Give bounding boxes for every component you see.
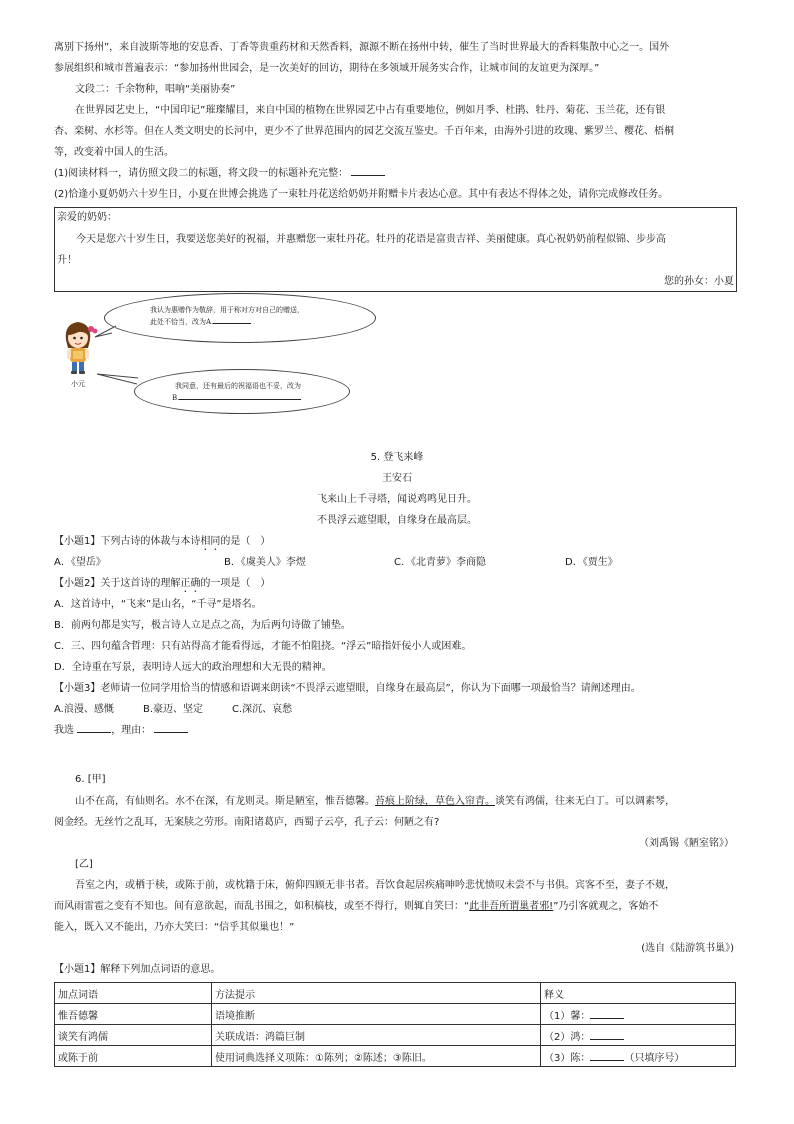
passage-line: 阅金经。无丝竹之乱耳，无案牍之劳形。南阳诸葛庐，西蜀子云亭，孔子云：何陋之有? — [54, 817, 440, 828]
passage-heading: 6. [甲] — [75, 774, 106, 785]
passage-text: 而风雨雷雹之变有不知也。间有意欲起，而乱书围之，如积槁枝，或至不得行，则辄自笑曰：“ — [54, 901, 470, 912]
passage-line: 杏、栾树、水杉等。但在人类文明史的长河中，更少不了世界范围内的园艺交流互鉴史。千百年来，由海外引进的玫瑰、紫罗兰、樱花、梧桐 — [54, 126, 674, 137]
table-row — [55, 1025, 736, 1046]
cell-prompt: （3）陈： — [544, 1052, 591, 1064]
bubble2-prompt: B. — [172, 394, 180, 402]
passage-line: 吾室之内，或栖于椟，或陈于前，或枕籍于床，俯仰四顾无非书者。吾饮食起居疾痛呻吟悲忧愤叹未尝不与书俱。宾客不至，妻子不觌， — [75, 880, 675, 891]
table-header: 方法提示 — [212, 983, 541, 1004]
option-d[interactable]: D．《贾生》 — [565, 557, 618, 568]
answer-blank[interactable] — [351, 175, 385, 176]
option-c[interactable]: C.深沉、哀愁 — [232, 704, 293, 715]
table-row — [55, 1004, 736, 1025]
poem-line: 不畏浮云遮望眼，自缘身在最高层。 — [317, 515, 477, 526]
table-cell: 关联成语：鸿篇巨制 — [212, 1025, 541, 1046]
table-cell — [541, 1004, 736, 1025]
option-c[interactable]: C．三、四句蕴含哲理：只有站得高才能看得远，才能不怕阻挠。“浮云”暗指奸佞小人或困难。 — [54, 641, 472, 652]
bubble2-text: 我同意，还有最后的祝福语也不妥，改为 — [175, 382, 301, 390]
section-title: 文段二：千余物种，唱响“美丽协奏” — [75, 84, 236, 95]
bubble-tail — [94, 325, 118, 339]
answer-prompt: 我选 — [54, 725, 74, 736]
subquestion-1: 【小题1】解释下列加点词语的意思。 — [54, 964, 221, 975]
poem-line: 飞来山上千寻塔，闻说鸡鸣见日升。 — [317, 494, 477, 505]
question-text: 【小题2】关于这首诗的理解 — [54, 578, 181, 589]
question-2: (2)恰逢小夏奶奶六十岁生日，小夏在世博会挑选了一束牡丹花送给奶奶并附赠卡片表达心意。其中有表达不得体之处，请你完成修改任务。 — [54, 189, 669, 200]
card-greeting: 亲爱的奶奶： — [57, 212, 117, 223]
passage-heading: [乙] — [75, 859, 93, 870]
underlined-text: 苔痕上阶绿，草色入帘青。 — [375, 796, 495, 807]
card-body: 今天是您六十岁生日，我要送您美好的祝福，并惠赠您一束牡丹花。牡丹的花语是富贵吉祥、美丽健康。真心祝奶奶前程似锦、步步高 — [76, 234, 666, 245]
passage-text: ”乃引客就观之，客始不 — [553, 901, 659, 912]
passage-line: 离别下扬州”，来自波斯等地的安息香、丁香等贵重药材和天然香料，源源不断在扬州中转，催生了当时世界最大的香料集散中心之一。国外 — [54, 42, 670, 53]
poem-title: 5. 登飞来峰 — [370, 452, 424, 463]
option-d[interactable]: D．全诗重在写景，表明诗人远大的政治理想和大无畏的精神。 — [54, 662, 332, 673]
question-1 — [54, 167, 385, 181]
question-text: 的一项是（ ） — [200, 578, 271, 589]
table-cell — [541, 1046, 736, 1067]
answer-blank[interactable] — [590, 1018, 624, 1019]
bubble1-prompt: 此处不恰当，改为A. — [150, 318, 214, 326]
answer-blank[interactable] — [590, 1039, 624, 1040]
passage-line: 等，改变着中国人的生活。 — [54, 147, 174, 158]
table-cell: 或陈于前 — [55, 1046, 212, 1067]
table-cell: 惟吾德馨 — [55, 1004, 212, 1025]
bubble1-text: 我认为惠赠作为敬辞，用于称对方对自己的赠送， — [150, 306, 304, 314]
answer-prompt: ，理由： — [111, 725, 152, 736]
answer-blank[interactable] — [590, 1060, 624, 1061]
answer-blank-choice[interactable] — [77, 732, 111, 733]
cell-prompt: （2）鸿： — [544, 1031, 591, 1043]
table-cell: 语境推断 — [212, 1004, 541, 1025]
passage-line — [54, 900, 658, 914]
passage-line: 在世界园艺史上，“中国印记”璀璨耀目，来自中国的植物在世界园艺中占有重要地位，例如月季、杜鹃、牡丹、菊花、玉兰花，还有银 — [75, 105, 666, 116]
table-cell: 使用词典选择义项陈：①陈列；②陈述；③陈旧。 — [212, 1046, 541, 1067]
passage-text: 谈笑有鸿儒，往来无白丁。可以调素琴， — [495, 796, 675, 807]
passage-source: (选自《陆游筑书巢》) — [641, 943, 734, 954]
bubble2-text — [172, 393, 301, 404]
subquestion-2 — [54, 577, 270, 595]
passage-line: 能入，既入又不能出，乃亦大笑曰：“信乎其似巢也！” — [54, 922, 295, 933]
table-header: 加点词语 — [55, 983, 212, 1004]
option-b[interactable]: B．《虞美人》李煜 — [224, 557, 306, 568]
passage-source: （刘禹锡《陋室铭》） — [639, 838, 734, 849]
answer-line — [54, 724, 188, 738]
option-a[interactable]: A．《望岳》 — [54, 557, 106, 568]
answer-blank-reason[interactable] — [154, 732, 188, 733]
table-header: 释义 — [541, 983, 736, 1004]
vocab-table — [54, 982, 736, 1067]
cell-note: （只填序号） — [624, 1052, 685, 1064]
passage-line: 参展组织和城市普遍表示：“参加扬州世园会，是一次美好的回访，期待在多领域开展务实合作，让城市间的友谊更为深厚。” — [54, 63, 600, 74]
passage-line — [75, 795, 675, 809]
question-text: 【小题1】下列古诗的体裁与本诗 — [54, 536, 201, 547]
subquestion-1 — [54, 535, 270, 553]
bubble-tail — [96, 372, 140, 386]
question-text: (1)阅读材料一，请仿照文段二的标题，将文段一的标题补充完整： — [54, 168, 349, 179]
subquestion-3: 【小题3】老师请一位同学用恰当的情感和语调来朗读“不畏浮云遮望眼，自缘身在最高层”，你认为下面哪一项最恰当？请阐述理由。 — [54, 683, 641, 694]
table-row — [55, 1046, 736, 1067]
card-signature: 您的孙女：小夏 — [664, 276, 734, 287]
poem-author: 王安石 — [382, 473, 412, 484]
table-header-row — [55, 983, 736, 1004]
card-body: 升！ — [57, 255, 77, 266]
option-a[interactable]: A．这首诗中，“飞来”是山名，“千寻”是塔名。 — [54, 599, 262, 610]
greeting-card — [54, 207, 737, 292]
passage-text: 山不在高，有仙则名。水不在深，有龙则灵。斯是陋室，惟吾德馨。 — [75, 796, 375, 807]
question-text: 的是（ ） — [220, 536, 271, 547]
option-a[interactable]: A.浪漫、感慨 — [54, 704, 114, 715]
bubble1-text — [150, 317, 251, 328]
option-b[interactable]: B．前两句都是实写，极言诗人立足点之高，为后两句诗做了铺垫。 — [54, 620, 351, 631]
option-c[interactable]: C．《北青萝》李商隐 — [394, 557, 486, 568]
character-name: 小元 — [71, 380, 85, 388]
option-b[interactable]: B.豪迈、坚定 — [143, 704, 204, 715]
table-cell: 谈笑有鸿儒 — [55, 1025, 212, 1046]
table-cell — [541, 1025, 736, 1046]
cell-prompt: （1）馨： — [544, 1010, 591, 1022]
emphasis-text: 正确 — [180, 578, 201, 589]
answer-blank-a[interactable] — [213, 323, 251, 324]
underlined-text: 此非吾所谓巢者邪! — [469, 901, 554, 912]
answer-blank-b[interactable] — [179, 399, 301, 400]
emphasis-text: 相同 — [200, 536, 221, 547]
girl-illustration — [58, 318, 98, 378]
